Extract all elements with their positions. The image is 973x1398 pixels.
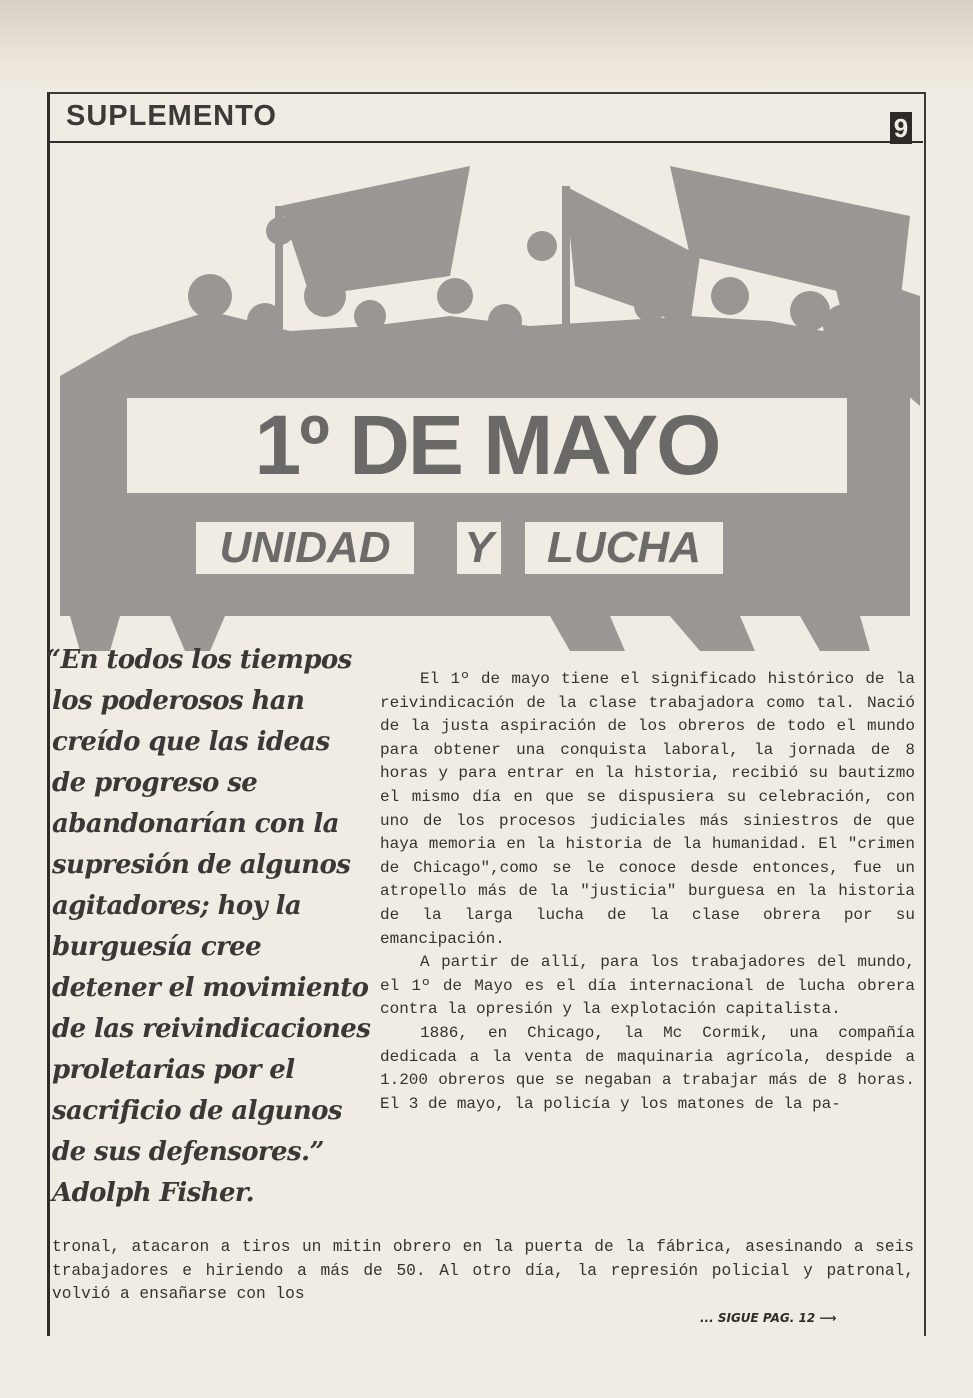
page-number: 9 (890, 112, 912, 144)
article-paragraph: 1886, en Chicago, la Mc Cormik, una compañía dedicada a la venta de maquinaria agrícola, despide a 1.200 obreros que se negaban a trabajar más de 8 horas. El 3 de mayo, la policía y los matones de la pa- (380, 1023, 915, 1113)
quote-line: “En todos los tiempos (46, 645, 352, 675)
pull-quote (46, 640, 371, 1214)
quote-line: los poderosos han (52, 686, 305, 716)
header-divider (47, 141, 923, 143)
article-body (380, 668, 915, 1116)
poster-title: 1º DE MAYO (127, 398, 847, 493)
quote-line: agitadores; hoy la (52, 891, 302, 921)
quote-line: de sus defensores.” (52, 1137, 324, 1167)
continued-on-page-note: ... SIGUE PAG. 12 ⟶ (700, 1311, 837, 1325)
quote-line: proletarias por el (52, 1055, 295, 1085)
poster-subtitle-word-2: Y (457, 522, 501, 574)
poster-subtitle-word-1: UNIDAD (196, 522, 414, 574)
article-paragraph: A partir de allí, para los trabajadores del mundo, el 1º de Mayo es el día internacional de lucha obrera contra la opresión y la explotación capitalista. (380, 953, 915, 1019)
quote-author: Adolph Fisher. (52, 1178, 255, 1208)
quote-line: de progreso se (52, 768, 258, 798)
article-paragraph-continued: tronal, atacaron a tiros un mitin obrero en la puerta de la fábrica, asesinando a seis trabajadores e hiriendo a más de 50. Al otro día, la represión policial y patronal, volvió a ensañarse con los (52, 1238, 914, 1304)
quote-line: detener el movimiento (52, 973, 369, 1003)
quote-line: sacrificio de algunos (52, 1096, 342, 1126)
quote-line: de las reivindicaciones (52, 1014, 371, 1044)
quote-line: supresión de algunos (52, 850, 351, 880)
flag-left (280, 166, 470, 296)
paper-top-edge (0, 0, 973, 92)
section-title: SUPLEMENTO (66, 100, 277, 132)
quote-line: creído que las ideas (52, 727, 330, 757)
poster-subtitle-word-3: LUCHA (525, 522, 723, 574)
article-paragraph: El 1º de mayo tiene el significado histórico de la reivindicación de la clase trabajadora como tal. Nació de la justa aspiración de los obreros de todo el mundo para obtener una conquista laboral, la jornada de 8 horas y para entrar en la historia, recibió su bautizmo el mismo día en que se dispusiera su celebración, con uno de los procesos judiciales más siniestros de que haya memoria en la historia de la humanidad. El "crimen de Chicago",como se le conoce desde entonces, fue un atropello más de la "justicia" burguesa en la historia de la larga lucha de la clase obrera por su emancipación. (380, 670, 915, 948)
quote-line: abandonarían con la (52, 809, 339, 839)
quote-line: burguesía cree (52, 932, 262, 962)
